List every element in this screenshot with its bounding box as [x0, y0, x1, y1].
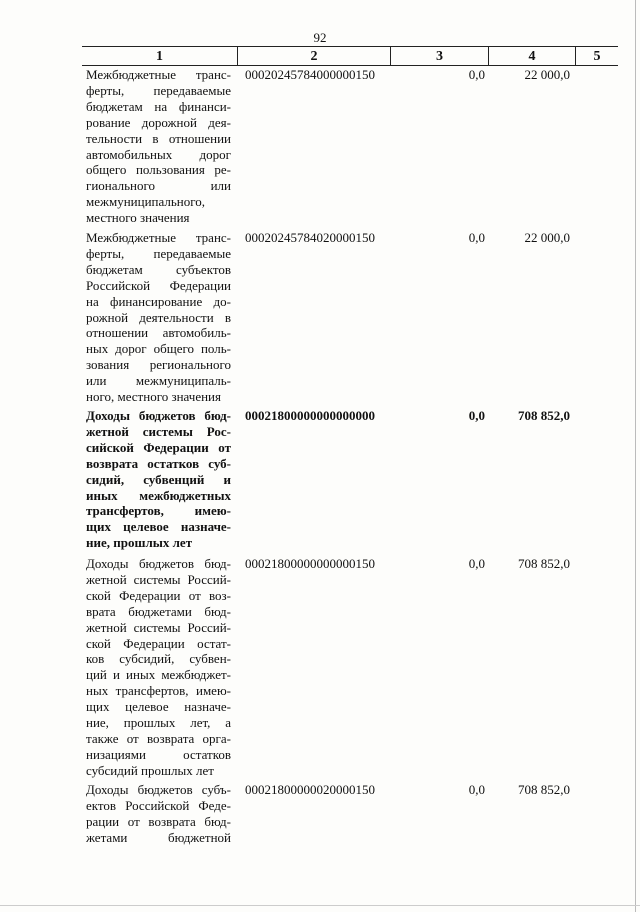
row-description: [86, 556, 231, 779]
row-col4-value: 708 852,0: [518, 782, 570, 797]
desc-line: жетной системы Россий-: [86, 571, 231, 587]
desc-line: автомобильных дорог: [86, 146, 231, 162]
header-col-2: 2: [310, 49, 318, 64]
desc-line: сийской Федерации от: [86, 439, 231, 455]
header-col-3: 3: [436, 49, 443, 64]
header-col-5: 5: [593, 49, 601, 64]
row-col4-value: 708 852,0: [518, 556, 570, 571]
desc-line: ской Федерации остат-: [86, 635, 231, 651]
desc-line: Межбюджетные транс-: [86, 67, 231, 82]
header-col-4: 4: [528, 49, 536, 64]
desc-line: сидий, субвенций и: [86, 471, 231, 487]
row-col3-value: 0,0: [468, 408, 485, 423]
desc-line: ферты, передаваемые: [86, 82, 231, 98]
row-col4-value: 22 000,0: [524, 230, 570, 245]
desc-line: местного значения: [86, 210, 190, 226]
desc-line: ков субсидий, субвен-: [86, 651, 231, 667]
row-description: [86, 230, 231, 405]
page-number: 92: [313, 30, 327, 45]
row-col3-value: 0,0: [468, 782, 485, 797]
desc-line: межмуниципального,: [86, 194, 206, 210]
row-code: 00021800000000000150: [245, 556, 375, 571]
desc-line: жетами бюджетной: [86, 829, 231, 845]
desc-line: возврата остатков суб-: [86, 455, 231, 471]
desc-line: зования регионального: [86, 357, 231, 373]
desc-line: Межбюджетные транс-: [86, 230, 231, 245]
header-top-rule: [82, 46, 618, 47]
desc-line: рожной деятельности в: [86, 309, 231, 325]
desc-line: врата бюджетами бюд-: [86, 603, 231, 619]
desc-line: трансфертов, имею-: [86, 503, 231, 519]
header-bottom-rule: [82, 65, 618, 66]
row-code: 00021800000020000150: [245, 782, 375, 797]
desc-line: низациями остатков: [86, 746, 231, 762]
desc-line: Доходы бюджетов бюд-: [86, 408, 231, 423]
desc-line: иных межбюджетных: [86, 487, 231, 503]
desc-line: Российской Федерации: [86, 277, 231, 293]
desc-line: бюджетам на финанси-: [86, 98, 231, 114]
row-code: 00021800000000000000: [245, 408, 375, 423]
desc-line: ние, прошлых лет, а: [86, 715, 231, 731]
row-col3-value: 0,0: [468, 67, 485, 82]
row-code: 00020245784000000150: [245, 67, 375, 82]
desc-line: гионального или: [86, 178, 231, 194]
desc-line: жетной системы Россий-: [86, 619, 231, 635]
desc-line: ного, местного значения: [86, 389, 221, 405]
header-col-1: 1: [156, 49, 163, 64]
desc-line: субсидий прошлых лет: [86, 762, 214, 778]
desc-line: или межмуниципаль-: [86, 373, 231, 389]
desc-line: рации от возврата бюд-: [86, 813, 231, 829]
desc-line: жетной системы Рос-: [86, 423, 231, 439]
desc-line: щих целевое назначе-: [86, 699, 231, 715]
desc-line: рование дорожной дея-: [86, 114, 231, 130]
row-description: [86, 782, 231, 846]
row-col3-value: 0,0: [468, 556, 485, 571]
desc-line: ных трансфертов, имею-: [86, 683, 231, 699]
row-code: 00020245784020000150: [245, 230, 375, 245]
scan-bottom-line: [0, 905, 640, 906]
desc-line: щих целевое назначе-: [86, 519, 231, 535]
desc-line: ектов Российской Феде-: [86, 797, 231, 813]
desc-line: ние, прошлых лет: [86, 535, 193, 551]
scan-edge-line: [635, 0, 636, 912]
desc-line: общего пользования ре-: [86, 162, 231, 178]
desc-line: бюджетам субъектов: [86, 261, 231, 277]
desc-line: тельности в отношении: [86, 130, 231, 146]
row-col3-value: 0,0: [468, 230, 485, 245]
desc-line: ской Федерации от воз-: [86, 587, 231, 603]
row-description: [86, 408, 231, 551]
row-description: [86, 67, 231, 226]
row-col4-value: 22 000,0: [524, 67, 570, 82]
desc-line: также от возврата орга-: [86, 730, 231, 746]
desc-line: ций и иных межбюджет-: [86, 667, 231, 683]
desc-line: ных дорог общего поль-: [86, 341, 231, 357]
desc-line: ферты, передаваемые: [86, 245, 231, 261]
desc-line: отношении автомобиль-: [86, 325, 231, 341]
desc-line: Доходы бюджетов субъ-: [86, 782, 231, 797]
desc-line: Доходы бюджетов бюд-: [86, 556, 231, 571]
row-col4-value: 708 852,0: [518, 408, 570, 423]
desc-line: на финансирование до-: [86, 293, 231, 309]
